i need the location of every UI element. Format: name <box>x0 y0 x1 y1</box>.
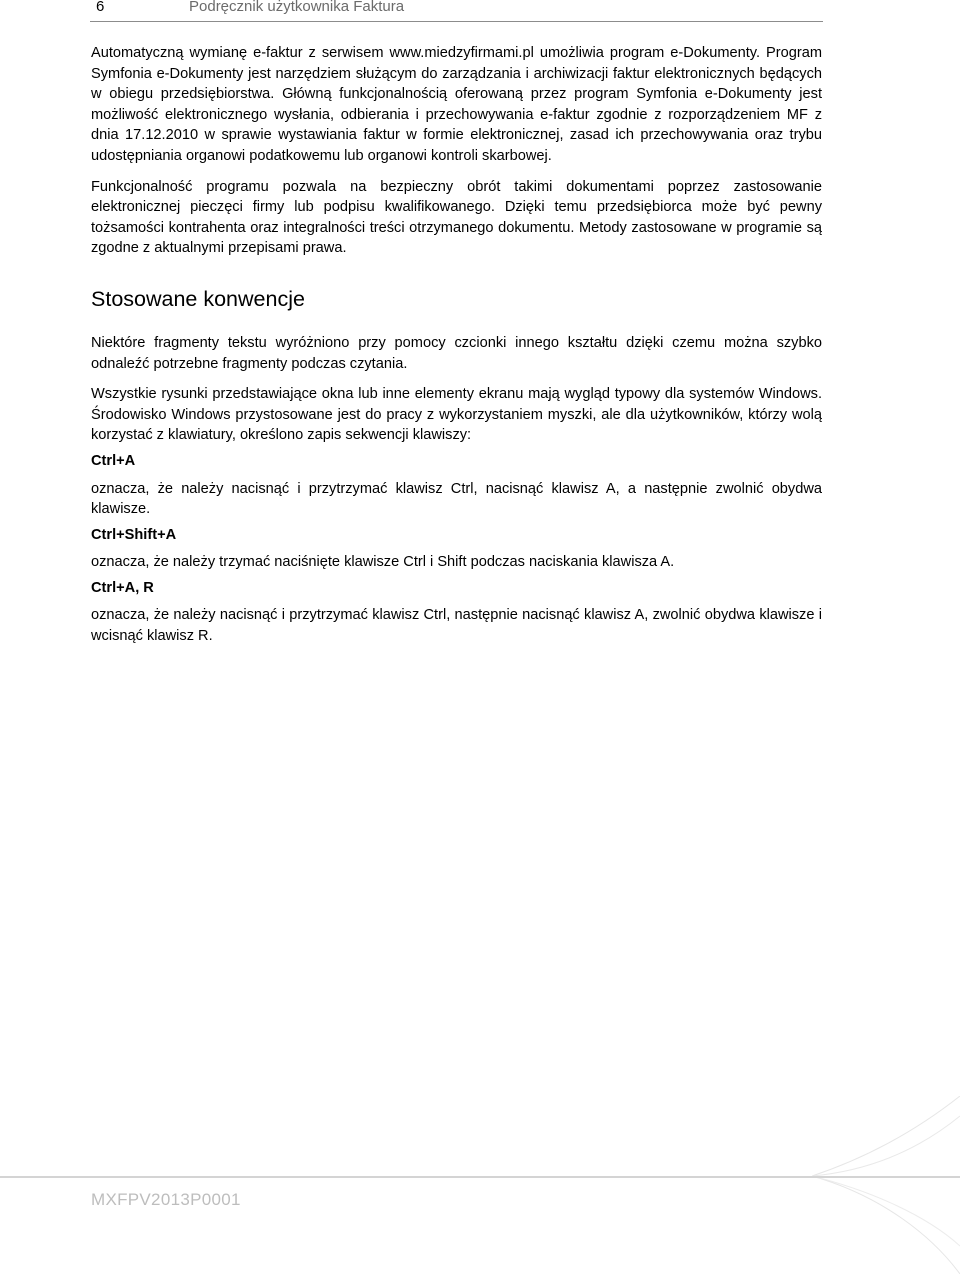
intro-paragraph-2: Funkcjonalność programu pozwala na bezpieczny obrót takimi dokumentami poprzez zastosowanie elektronicznej pieczęci firmy lub podpisu kwalifikowanego. Dzięki temu przedsiębiorca może być pewny tożsamości kontrahenta oraz integralności treści otrzymanego dokumentu. Metody zastosowane w programie są zgodne z aktualnymi przepisami prawa. <box>91 178 822 257</box>
key-desc-ctrl-a: oznacza, że należy nacisnąć i przytrzymać klawisz Ctrl, nacisnąć klawisz A, a następnie zwolnić obydwa klawisze. <box>91 480 822 518</box>
key-combo-ctrl-a-r: Ctrl+A, R <box>91 579 154 596</box>
key-combo-ctrl-a: Ctrl+A <box>91 452 136 469</box>
page-content <box>91 43 822 647</box>
footer-document-code: MXFPV2013P0001 <box>91 1190 241 1209</box>
key-combo-ctrl-shift-a: Ctrl+Shift+A <box>91 526 177 543</box>
key-desc-ctrl-shift-a: oznacza, że należy trzymać naciśnięte klawisze Ctrl i Shift podczas naciskania klawisza A. <box>91 554 675 571</box>
section-paragraph-2: Wszystkie rysunki przedstawiające okna lub inne elementy ekranu mają wygląd typowy dla systemów Windows. Środowisko Windows przystosowane jest do pracy z wykorzystaniem myszki, ale dla użytkowników, którzy wolą korzystać z klawiatury, określono zapis sekwencji klawiszy: <box>91 386 822 444</box>
running-title: Podręcznik użytkownika Faktura <box>189 0 405 15</box>
key-desc-ctrl-a-r: oznacza, że należy nacisnąć i przytrzymać klawisz Ctrl, następnie nacisnąć klawisz A, zwolnić obydwa klawisze i wcisnąć klawisz R. <box>91 607 822 645</box>
section-paragraph-1: Niektóre fragmenty tekstu wyróżniono przy pomocy czcionki innego kształtu dzięki czemu można szybko odnaleźć potrzebne fragmenty podczas czytania. <box>91 334 822 372</box>
footer-divider <box>0 1176 960 1178</box>
page-number: 6 <box>96 0 105 15</box>
section-title: Stosowane konwencje <box>91 286 305 311</box>
footer-decoration <box>812 1096 960 1274</box>
intro-paragraph-1: Automatyczną wymianę e-faktur z serwisem www.miedzyfirmami.pl umożliwia program e-Dokumenty. Program Symfonia e-Dokumenty jest narzędziem służącym do zarządzania i archiwizacji faktur elektronicznych będących w obiegu przedsiębiorstwa. Główną funkcjonalnością oferowaną przez program Symfonia e-Dokumenty jest możliwość elektronicznego wysłania, odbierania i przechowywania e-faktur zgodnie z rozporządzeniem MF z dnia 17.12.2010 w sprawie wystawiania faktur w formie elektronicznej, zasad ich przechowywania oraz trybu udostępniania organowi podatkowemu lub organowi kontroli skarbowej. <box>91 45 822 164</box>
page-header <box>90 0 823 22</box>
